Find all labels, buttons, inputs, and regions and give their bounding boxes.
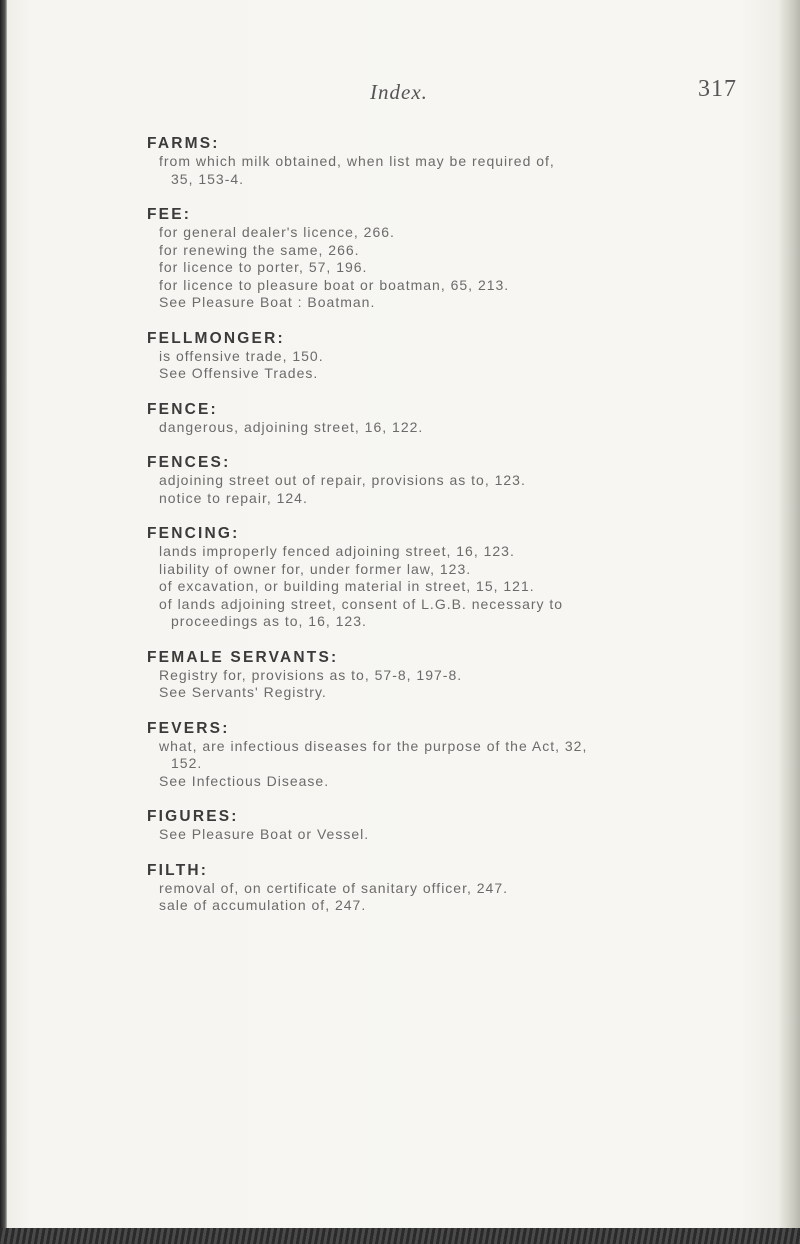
index-entry: [147, 861, 767, 915]
page-binding-edge: [0, 0, 7, 1244]
entry-heading: FEVERS:: [147, 719, 230, 737]
entry-heading: FEMALE SERVANTS:: [147, 648, 339, 666]
entry-heading: FEE:: [147, 206, 192, 223]
entry-subentry-line: sale of accumulation of, 247.: [159, 897, 367, 913]
entry-subentries: [159, 419, 767, 437]
entry-subentries: [159, 667, 767, 702]
entry-heading: FENCING:: [147, 525, 240, 542]
entry-subentries: [159, 153, 767, 188]
entry-subentry-line: proceedings as to, 16, 123.: [171, 613, 367, 629]
entry-subentry-line: dangerous, adjoining street, 16, 122.: [159, 418, 424, 435]
entry-heading: FARMS:: [147, 135, 220, 152]
entry-heading: FILTH:: [147, 861, 209, 879]
entry-subentry-line: is offensive trade, 150.: [159, 347, 324, 364]
entry-subentry-line: lands improperly fenced adjoining street, 16, 123.: [159, 543, 515, 559]
entry-heading: FIGURES:: [147, 808, 239, 825]
entry-subentry-line: removal of, on certificate of sanitary officer, 247.: [159, 879, 509, 896]
index-entry: [147, 524, 767, 631]
entry-subentry-line: Registry for, provisions as to, 57-8, 197-8.: [159, 666, 463, 683]
index-entry: [147, 807, 767, 844]
entry-subentry-line: for licence to porter, 57, 196.: [159, 259, 368, 275]
entry-subentry-line: from which milk obtained, when list may be required of,: [159, 153, 555, 169]
index-entry: [147, 205, 767, 312]
entry-subentries: [159, 826, 767, 844]
entry-subentry-line: 35, 153-4.: [171, 170, 245, 187]
index-entry: [147, 719, 767, 791]
entry-subentries: [159, 472, 767, 507]
entry-subentry-line: of lands adjoining street, consent of L.G.B. necessary to: [159, 595, 564, 612]
index-entry: [147, 329, 767, 383]
entry-heading: FENCES:: [147, 454, 231, 471]
entry-subentries: [159, 543, 767, 631]
entry-subentry-line: for general dealer's licence, 266.: [159, 224, 395, 240]
index-entry: [147, 134, 767, 188]
entry-subentries: [159, 224, 767, 312]
entry-subentry-line: notice to repair, 124.: [159, 489, 308, 506]
entry-subentry-line: for licence to pleasure boat or boatman, 65, 213.: [159, 276, 510, 293]
entry-subentry-line: liability of owner for, under former law, 123.: [159, 560, 472, 577]
entry-heading: FENCE:: [147, 400, 218, 418]
entry-subentries: [159, 880, 767, 915]
entry-subentry-line: for renewing the same, 266.: [159, 241, 360, 258]
page-header: [0, 76, 800, 120]
page-outer-edge: [778, 0, 800, 1244]
index-entries: [147, 134, 767, 932]
running-title: Index.: [370, 80, 428, 104]
entry-subentry-line: what, are infectious diseases for the purpose of the Act, 32,: [159, 737, 588, 754]
entry-subentry-line: See Pleasure Boat or Vessel.: [159, 826, 370, 842]
entry-subentry-line: of excavation, or building material in street, 15, 121.: [159, 578, 535, 594]
index-entry: [147, 453, 767, 507]
entry-heading: FELLMONGER:: [147, 329, 285, 347]
index-entry: [147, 400, 767, 437]
entry-subentry-line: See Servants' Registry.: [159, 684, 327, 700]
page-bottom-edge: [0, 1228, 800, 1244]
entry-subentry-line: See Pleasure Boat : Boatman.: [159, 294, 376, 310]
index-entry: [147, 648, 767, 702]
entry-subentry-line: 152.: [171, 755, 203, 771]
entry-subentry-line: adjoining street out of repair, provisions as to, 123.: [159, 472, 526, 488]
entry-subentry-line: See Infectious Disease.: [159, 772, 330, 789]
page-number: 317: [698, 76, 737, 102]
entry-subentries: [159, 348, 767, 383]
entry-subentries: [159, 738, 767, 791]
entry-subentry-line: See Offensive Trades.: [159, 365, 319, 381]
